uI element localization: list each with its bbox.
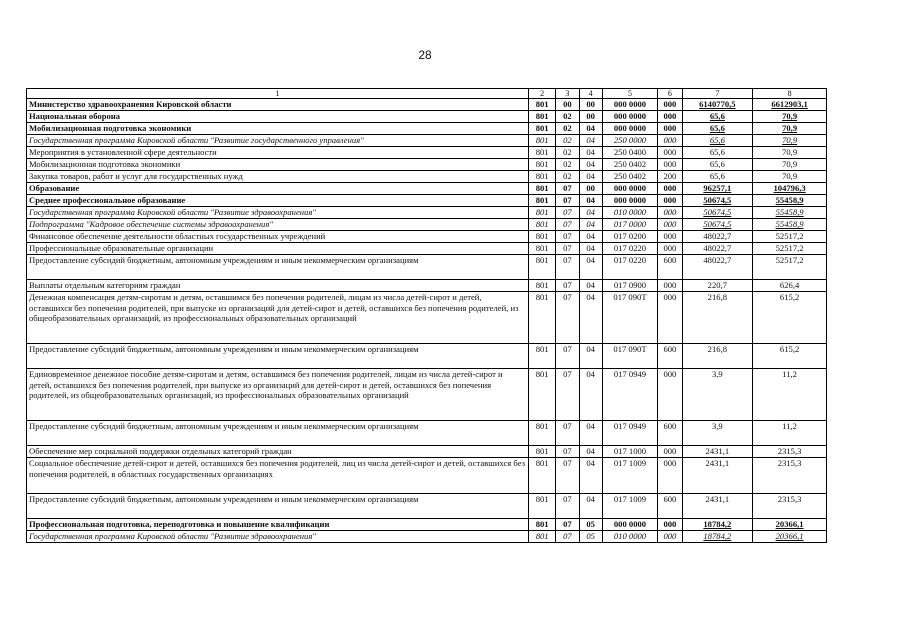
column-header: 1 (27, 89, 529, 99)
code-expense-type: 000 (658, 292, 682, 344)
code-admin: 801 (529, 135, 556, 147)
code-target: 250 0400 (602, 147, 658, 159)
amount-year-1: 50674,5 (682, 207, 753, 219)
amount-year-2: 104796,3 (753, 183, 827, 195)
code-expense-type: 000 (658, 135, 682, 147)
code-admin: 801 (529, 243, 556, 255)
column-header: 5 (602, 89, 658, 99)
code-section: 02 (556, 159, 579, 171)
table-row (27, 159, 827, 171)
code-subsection: 04 (579, 147, 602, 159)
row-description: Предоставление субсидий бюджетным, автономным учреждениям и иным некоммерческим организациям (27, 344, 529, 369)
code-expense-type: 000 (658, 369, 682, 421)
code-admin: 801 (529, 195, 556, 207)
code-admin: 801 (529, 231, 556, 243)
row-description: Образование (27, 183, 529, 195)
amount-year-1: 48022,7 (682, 231, 753, 243)
amount-year-2: 70,9 (753, 171, 827, 183)
table-row (27, 494, 827, 519)
amount-year-1: 18784,2 (682, 531, 753, 543)
code-expense-type: 000 (658, 243, 682, 255)
code-subsection: 04 (579, 446, 602, 458)
amount-year-2: 55458,9 (753, 207, 827, 219)
table-row (27, 458, 827, 494)
table-header-row (27, 89, 827, 99)
row-description: Мобилизационная подготовка экономики (27, 123, 529, 135)
table-row (27, 519, 827, 531)
code-section: 07 (556, 219, 579, 231)
code-subsection: 00 (579, 183, 602, 195)
code-target: 017 0220 (602, 255, 658, 280)
code-expense-type: 000 (658, 531, 682, 543)
code-expense-type: 200 (658, 171, 682, 183)
amount-year-1: 220,7 (682, 280, 753, 292)
row-description: Мероприятия в установленной сфере деятельности (27, 147, 529, 159)
code-target: 250 0402 (602, 171, 658, 183)
amount-year-2: 55458,9 (753, 219, 827, 231)
code-section: 07 (556, 369, 579, 421)
amount-year-2: 615,2 (753, 344, 827, 369)
amount-year-2: 6612903,1 (753, 99, 827, 111)
row-description: Национальная оборона (27, 111, 529, 123)
table-row (27, 280, 827, 292)
code-subsection: 04 (579, 292, 602, 344)
code-subsection: 04 (579, 207, 602, 219)
code-admin: 801 (529, 421, 556, 446)
code-target: 000 0000 (602, 123, 658, 135)
amount-year-2: 2315,3 (753, 494, 827, 519)
code-expense-type: 600 (658, 344, 682, 369)
amount-year-1: 2431,1 (682, 494, 753, 519)
column-header: 2 (529, 89, 556, 99)
table-row (27, 292, 827, 344)
code-target: 017 1009 (602, 494, 658, 519)
amount-year-2: 2315,3 (753, 458, 827, 494)
code-expense-type: 000 (658, 147, 682, 159)
code-admin: 801 (529, 446, 556, 458)
code-subsection: 04 (579, 458, 602, 494)
code-admin: 801 (529, 183, 556, 195)
amount-year-2: 20366,1 (753, 519, 827, 531)
code-section: 07 (556, 519, 579, 531)
table-row (27, 171, 827, 183)
code-target: 000 0000 (602, 111, 658, 123)
table-row (27, 231, 827, 243)
column-header: 7 (682, 89, 753, 99)
amount-year-2: 52517,2 (753, 255, 827, 280)
row-description: Закупка товаров, работ и услуг для государственных нужд (27, 171, 529, 183)
amount-year-1: 216,8 (682, 292, 753, 344)
column-header: 4 (579, 89, 602, 99)
code-expense-type: 000 (658, 231, 682, 243)
code-subsection: 04 (579, 123, 602, 135)
table-row (27, 111, 827, 123)
code-expense-type: 000 (658, 159, 682, 171)
code-expense-type: 600 (658, 421, 682, 446)
code-expense-type: 600 (658, 255, 682, 280)
amount-year-2: 20366,1 (753, 531, 827, 543)
table-row (27, 255, 827, 280)
code-subsection: 04 (579, 159, 602, 171)
row-description: Подпрограмма "Кадровое обеспечение системы здравоохранения" (27, 219, 529, 231)
amount-year-1: 65,6 (682, 123, 753, 135)
code-section: 07 (556, 243, 579, 255)
amount-year-2: 626,4 (753, 280, 827, 292)
code-target: 000 0000 (602, 195, 658, 207)
code-target: 017 0200 (602, 231, 658, 243)
code-section: 02 (556, 111, 579, 123)
code-target: 000 0000 (602, 519, 658, 531)
budget-table (26, 88, 827, 543)
row-description: Предоставление субсидий бюджетным, автономным учреждениям и иным некоммерческим организациям (27, 255, 529, 280)
code-admin: 801 (529, 147, 556, 159)
code-subsection: 04 (579, 494, 602, 519)
code-target: 000 0000 (602, 183, 658, 195)
row-description: Государственная программа Кировской области "Развитие государственного управления" (27, 135, 529, 147)
code-admin: 801 (529, 344, 556, 369)
amount-year-2: 52517,2 (753, 243, 827, 255)
code-section: 07 (556, 421, 579, 446)
code-section: 07 (556, 458, 579, 494)
code-target: 017 0949 (602, 421, 658, 446)
row-description: Государственная программа Кировской области "Развитие здравоохранения" (27, 207, 529, 219)
code-subsection: 05 (579, 531, 602, 543)
code-admin: 801 (529, 207, 556, 219)
code-subsection: 04 (579, 421, 602, 446)
amount-year-1: 65,6 (682, 159, 753, 171)
table-row (27, 421, 827, 446)
code-subsection: 04 (579, 231, 602, 243)
code-subsection: 04 (579, 255, 602, 280)
column-header: 8 (753, 89, 827, 99)
amount-year-2: 70,9 (753, 123, 827, 135)
row-description: Денежная компенсация детям-сиротам и детям, оставшимся без попечения родителей, лицам из числа детей-сирот и детей, оставшихся без попечения родителей, при выпуске из организаций для детей-сирот и детей, оставшихся без попечения родителей, из общеобразовательных организаций, из профессиональных образовательных организаций (27, 292, 529, 344)
code-admin: 801 (529, 280, 556, 292)
code-target: 017 1000 (602, 446, 658, 458)
amount-year-2: 615,2 (753, 292, 827, 344)
amount-year-1: 3,9 (682, 421, 753, 446)
amount-year-1: 65,6 (682, 171, 753, 183)
table-body (27, 89, 827, 543)
code-target: 017 0000 (602, 219, 658, 231)
code-subsection: 05 (579, 519, 602, 531)
table-row (27, 243, 827, 255)
amount-year-1: 65,6 (682, 135, 753, 147)
code-section: 07 (556, 183, 579, 195)
code-section: 07 (556, 494, 579, 519)
code-admin: 801 (529, 255, 556, 280)
code-section: 07 (556, 344, 579, 369)
row-description: Предоставление субсидий бюджетным, автономным учреждениям и иным некоммерческим организациям (27, 494, 529, 519)
code-section: 07 (556, 207, 579, 219)
row-description: Обеспечение мер социальной поддержки отдельных категорий граждан (27, 446, 529, 458)
column-header: 3 (556, 89, 579, 99)
amount-year-2: 11,2 (753, 421, 827, 446)
code-admin: 801 (529, 123, 556, 135)
code-target: 250 0000 (602, 135, 658, 147)
code-admin: 801 (529, 458, 556, 494)
amount-year-1: 216,8 (682, 344, 753, 369)
table-row (27, 219, 827, 231)
code-admin: 801 (529, 171, 556, 183)
code-target: 250 0402 (602, 159, 658, 171)
code-expense-type: 000 (658, 519, 682, 531)
amount-year-1: 6140770,5 (682, 99, 753, 111)
row-description: Мобилизационная подготовка экономики (27, 159, 529, 171)
row-description: Среднее профессиональное образование (27, 195, 529, 207)
amount-year-1: 65,6 (682, 111, 753, 123)
code-subsection: 00 (579, 111, 602, 123)
table-row (27, 344, 827, 369)
code-admin: 801 (529, 369, 556, 421)
code-section: 00 (556, 99, 579, 111)
code-target: 010 0000 (602, 531, 658, 543)
code-subsection: 04 (579, 171, 602, 183)
row-description: Предоставление субсидий бюджетным, автономным учреждениям и иным некоммерческим организациям (27, 421, 529, 446)
amount-year-1: 50674,5 (682, 195, 753, 207)
code-target: 017 1009 (602, 458, 658, 494)
code-expense-type: 000 (658, 123, 682, 135)
code-expense-type: 000 (658, 111, 682, 123)
code-admin: 801 (529, 531, 556, 543)
table-row (27, 207, 827, 219)
code-admin: 801 (529, 111, 556, 123)
amount-year-2: 70,9 (753, 111, 827, 123)
code-target: 000 0000 (602, 99, 658, 111)
code-expense-type: 000 (658, 280, 682, 292)
row-description: Единовременное денежное пособие детям-сиротам и детям, оставшимся без попечения родителей, лицам из числа детей-сирот и детей, оставшихся без попечения родителей, при выпуске из организаций для детей-сирот и детей, оставшихся без попечения родителей, из общеобразовательных организаций, из профессиональных образовательных организаций (27, 369, 529, 421)
code-section: 02 (556, 135, 579, 147)
code-section: 07 (556, 280, 579, 292)
row-description: Государственная программа Кировской области "Развитие здравоохранения" (27, 531, 529, 543)
code-expense-type: 000 (658, 99, 682, 111)
code-target: 017 090Т (602, 344, 658, 369)
code-target: 017 0949 (602, 369, 658, 421)
amount-year-1: 3,9 (682, 369, 753, 421)
table-row (27, 183, 827, 195)
code-expense-type: 000 (658, 207, 682, 219)
table-row (27, 369, 827, 421)
row-description: Социальное обеспечение детей-сирот и детей, оставшихся без попечения родителей, лиц из числа детей-сирот и детей, оставшихся без попечения родителей, в областных государственных организациях (27, 458, 529, 494)
code-section: 02 (556, 123, 579, 135)
amount-year-2: 70,9 (753, 159, 827, 171)
code-section: 07 (556, 195, 579, 207)
code-subsection: 04 (579, 135, 602, 147)
row-description: Профессиональная подготовка, переподготовка и повышение квалификации (27, 519, 529, 531)
code-section: 07 (556, 231, 579, 243)
row-description: Профессиональные образовательные организации (27, 243, 529, 255)
amount-year-1: 2431,1 (682, 446, 753, 458)
table-row (27, 446, 827, 458)
page-number: 28 (418, 48, 432, 62)
row-description: Министерство здравоохранения Кировской области (27, 99, 529, 111)
amount-year-1: 18784,2 (682, 519, 753, 531)
code-target: 017 0900 (602, 280, 658, 292)
amount-year-2: 52517,2 (753, 231, 827, 243)
amount-year-1: 50674,5 (682, 219, 753, 231)
code-section: 07 (556, 446, 579, 458)
column-header: 6 (658, 89, 682, 99)
amount-year-2: 70,9 (753, 147, 827, 159)
code-expense-type: 000 (658, 183, 682, 195)
code-expense-type: 000 (658, 195, 682, 207)
table-row (27, 135, 827, 147)
code-subsection: 00 (579, 99, 602, 111)
code-target: 017 0220 (602, 243, 658, 255)
code-section: 07 (556, 531, 579, 543)
table-row (27, 195, 827, 207)
code-section: 02 (556, 171, 579, 183)
code-expense-type: 600 (658, 494, 682, 519)
code-subsection: 04 (579, 280, 602, 292)
code-subsection: 04 (579, 219, 602, 231)
code-admin: 801 (529, 292, 556, 344)
code-section: 07 (556, 255, 579, 280)
amount-year-1: 65,6 (682, 147, 753, 159)
amount-year-2: 11,2 (753, 369, 827, 421)
amount-year-1: 2431,1 (682, 458, 753, 494)
amount-year-2: 2315,3 (753, 446, 827, 458)
table-row (27, 99, 827, 111)
code-admin: 801 (529, 159, 556, 171)
code-target: 017 090Т (602, 292, 658, 344)
code-subsection: 04 (579, 369, 602, 421)
amount-year-1: 48022,7 (682, 255, 753, 280)
amount-year-1: 48022,7 (682, 243, 753, 255)
row-description: Финансовое обеспечение деятельности областных государственных учреждений (27, 231, 529, 243)
code-subsection: 04 (579, 243, 602, 255)
table-row (27, 147, 827, 159)
amount-year-1: 96257,1 (682, 183, 753, 195)
amount-year-2: 55458,9 (753, 195, 827, 207)
table-row (27, 531, 827, 543)
code-subsection: 04 (579, 344, 602, 369)
code-expense-type: 000 (658, 219, 682, 231)
code-section: 02 (556, 147, 579, 159)
code-admin: 801 (529, 494, 556, 519)
row-description: Выплаты отдельным категориям граждан (27, 280, 529, 292)
code-expense-type: 000 (658, 446, 682, 458)
code-admin: 801 (529, 219, 556, 231)
code-admin: 801 (529, 99, 556, 111)
table-row (27, 123, 827, 135)
code-subsection: 04 (579, 195, 602, 207)
code-expense-type: 000 (658, 458, 682, 494)
code-admin: 801 (529, 519, 556, 531)
code-section: 07 (556, 292, 579, 344)
amount-year-2: 70,9 (753, 135, 827, 147)
code-target: 010 0000 (602, 207, 658, 219)
